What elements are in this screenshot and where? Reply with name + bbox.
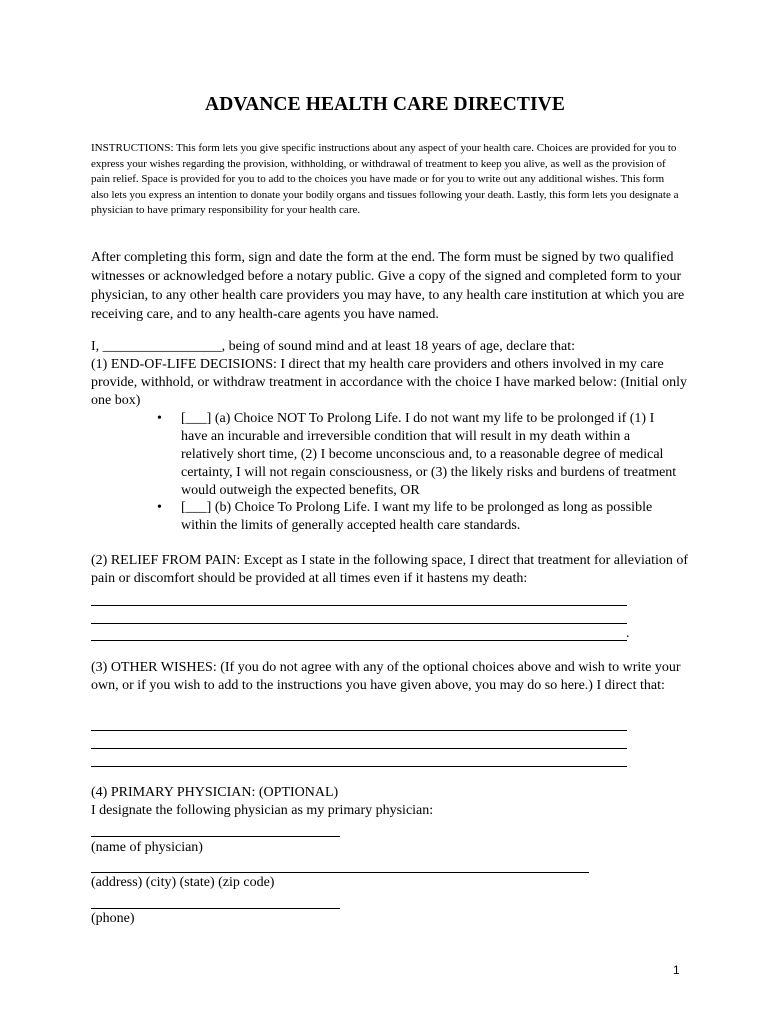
physician-address-line[interactable] — [91, 872, 589, 873]
bullet-icon: • — [157, 500, 162, 515]
option-b-text: [___] (b) Choice To Prolong Life. I want my life to be prolonged as long as possible within the limits of generally accepted health care standards. — [181, 500, 653, 533]
option-a — [157, 410, 681, 500]
pain-relief-line-3[interactable] — [91, 640, 627, 641]
physician-phone-line[interactable] — [91, 908, 340, 909]
pain-relief-line-1[interactable] — [91, 605, 627, 606]
line-end-period: . — [626, 626, 630, 641]
pain-relief-line-2[interactable] — [91, 623, 627, 624]
section-4-block — [91, 784, 691, 820]
bullet-icon: • — [157, 411, 162, 426]
declaration-line: I, _________________, being of sound mind and at least 18 years of age, declare that: — [91, 339, 576, 354]
section-4-text: I designate the following physician as my primary physician: — [91, 803, 434, 818]
other-wishes-line-3[interactable] — [91, 766, 627, 767]
other-wishes-line-1[interactable] — [91, 730, 627, 731]
physician-name-caption: (name of physician) — [91, 840, 203, 855]
option-a-text: [___] (a) Choice NOT To Prolong Life. I do not want my life to be prolonged if (1) I have an incurable and irreversible condition that will result in my death within a relatively short time, (2) I become unconscious and, to a reasonable degree of medical certainty, I will not regain consciousness, or (3) the likely risks and burdens of treatment would outweigh the expected benefits, OR — [181, 411, 677, 498]
document-title: ADVANCE HEALTH CARE DIRECTIVE — [205, 94, 565, 115]
physician-phone-caption: (phone) — [91, 911, 135, 926]
section-4-heading: (4) PRIMARY PHYSICIAN: (OPTIONAL) — [91, 785, 339, 800]
instructions-paragraph: INSTRUCTIONS: This form lets you give specific instructions about any aspect of your health care. Choices are provided for you to express your wishes regarding the provision, withholding, or withdrawal of treatment to keep you alive, as well as the provision of pain relief. Space is provided for you to add to the choices you have made or for you to write out any additional wishes. This form also lets you express an intention to donate your bodily organs and tissues following your death. Lastly, this form lets you designate a physician to have primary responsibility for your health care. — [91, 142, 679, 217]
section-1-block — [91, 338, 691, 410]
section-1-text: (1) END-OF-LIFE DECISIONS: I direct that my health care providers and others involved in my care provide, withhold, or withdraw treatment in accordance with the choice I have marked below: (Initial only one box) — [91, 357, 687, 408]
page-number: 1 — [673, 963, 680, 977]
other-wishes-line-2[interactable] — [91, 748, 627, 749]
physician-address-caption: (address) (city) (state) (zip code) — [91, 875, 275, 890]
physician-name-line[interactable] — [91, 836, 340, 837]
intro-paragraph: After completing this form, sign and date the form at the end. The form must be signed by two qualified witnesses or acknowledged before a notary public. Give a copy of the signed and completed form to your physician, to any other health care providers you may have, to any health care institution at which you are receiving care, and to any health-care agents you have named. — [91, 250, 685, 322]
option-b — [157, 499, 681, 535]
section-2-text: (2) RELIEF FROM PAIN: Except as I state in the following space, I direct that treatment for alleviation of pain or discomfort should be provided at all times even if it hastens my death: — [91, 553, 689, 586]
section-3-text: (3) OTHER WISHES: (If you do not agree with any of the optional choices above and wish to write your own, or if you wish to add to the instructions you have given above, you may do so here.) I direct that: — [91, 660, 681, 693]
